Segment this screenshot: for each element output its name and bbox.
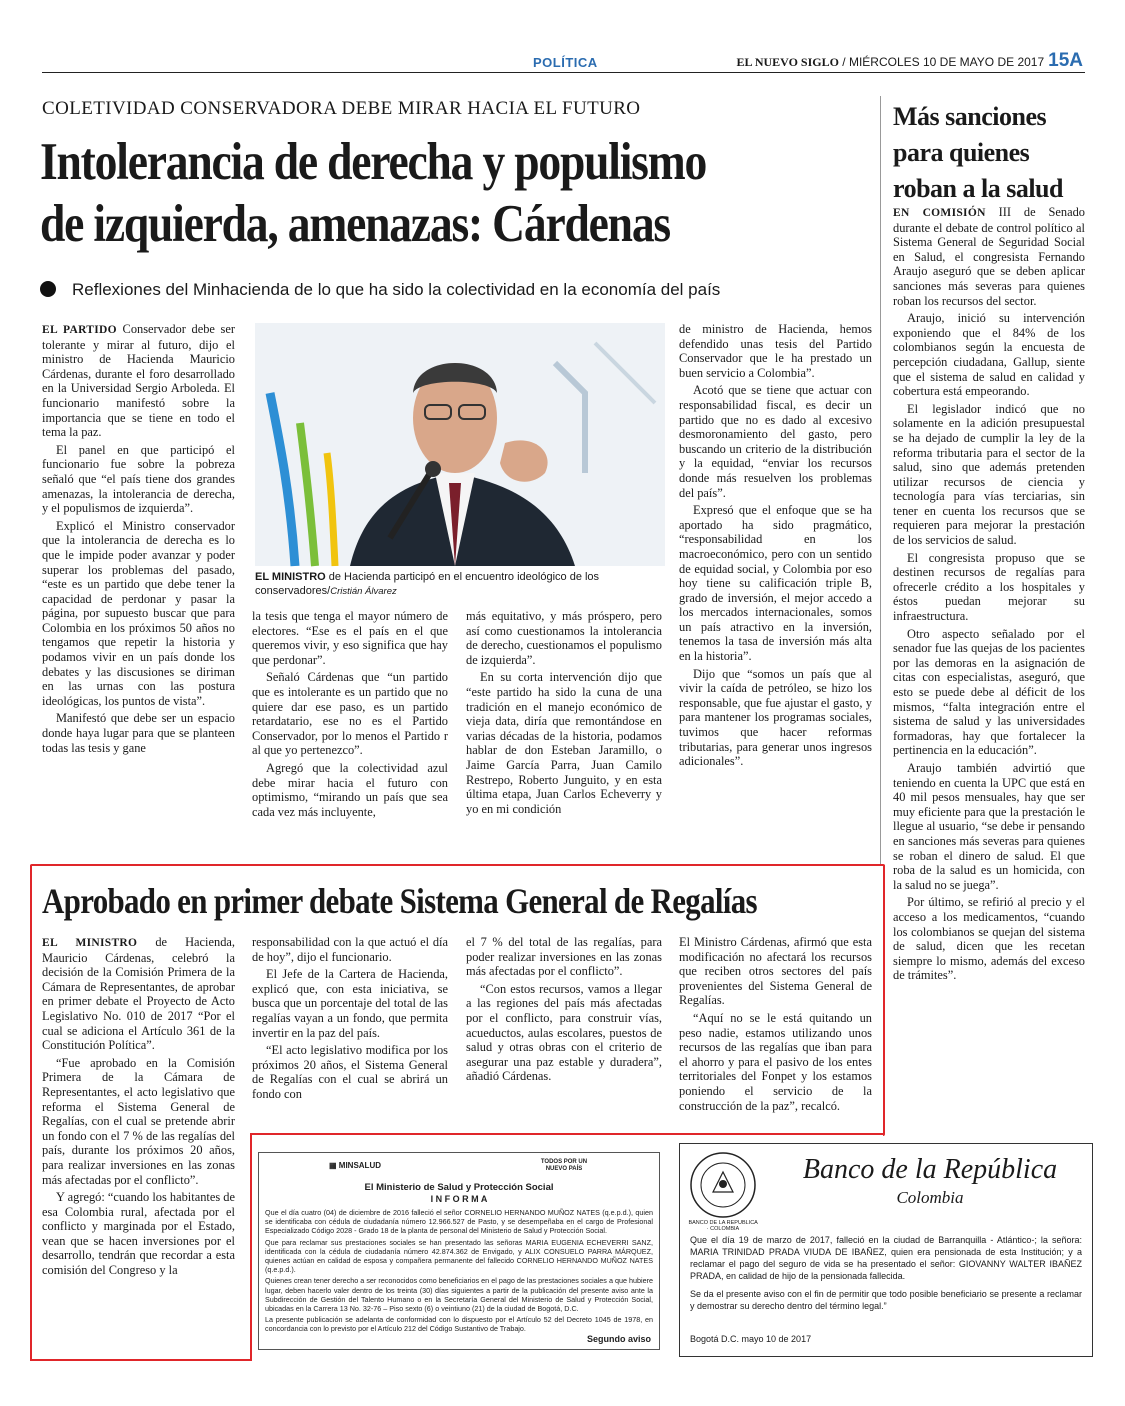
column-divider bbox=[880, 96, 881, 866]
main-headline: Intolerancia de derecha y populismo de izquierda, amenazas: Cárdenas bbox=[40, 133, 707, 253]
highlight-box-edge bbox=[250, 1133, 252, 1361]
paragraph: de ministro de Hacienda, hemos defendido unas tesis del Partido Conservador que le ha prestado un buen servicio a Colombia”. bbox=[679, 322, 872, 380]
paragraph: Que el día 19 de marzo de 2017, falleció en la ciudad de Barranquilla - Atlántico-; la señora: MARIA TRINIDAD PRADA VIUDA DE IBAÑEZ, quien era pensionada de esta Institución; y a reclamar el pago del seguro de vida se ha presentado el señor: GIOVANNY WALTER IBAÑEZ PRADA, en calidad de hijo de la pensionada fallecida. bbox=[690, 1235, 1082, 1281]
paragraph: Explicó el Ministro conservador que la intolerancia de derecha es lo que le impide poder avanzar y poder superar los problemas del pasado, “este es un partido que debe tener la capacidad de perdonar y pasar la página, por supuesto buscar que para Colombia en los próximos 50 años no tengamos que repetir la historia y podamos vivir en un país donde los debates y las discusiones se diriman en las urnas con las postura ideológicas, los puntos de vista”. bbox=[42, 518, 235, 708]
paragraph: Se da el presente aviso con el fin de permitir que todo posible beneficiario se presente a reclamar y demostrar su derecho dentro del término legal.” bbox=[690, 1289, 1082, 1311]
paragraph: III de Senado durante el debate de control político al Sistema General de Seguridad Social en Salud, el congresista Fernando Araujo aseguró que se deben aplicar sanciones más severas para quienes roban los recursos del sector. bbox=[893, 205, 1086, 308]
paragraph: “Con estos recursos, vamos a llegar a las regiones del país más afectadas por el conflicto, para construir vías, acueductos, aulas escolares, puestos de salud y otras obras con el criterio de asegurar una paz estable y duradera”, añadió Cárdenas. bbox=[466, 981, 662, 1084]
side-story-body bbox=[893, 205, 1085, 1130]
photo-credit: Cristián Álvarez bbox=[330, 586, 397, 597]
paragraph: En su corta intervención dijo que “este partido ha sido la cuna de una tradición en el manejo económico de vieja data, diría que remontándose en varias décadas de la historia, podamos hablar de don Esteban Jaramillo, o Jaime García Parra, Juan Camilo Restrepo, Roberto Junguito, y en esta última etapa, Juan Carlos Echeverry y yo en mi condición bbox=[466, 670, 662, 816]
paragraph: El Jefe de la Cartera de Hacienda, explicó que, con esta iniciativa, se busca que un porcentaje del total de las regalías vayan a un fondo, que permita invertir en la paz del país. bbox=[252, 967, 448, 1040]
paragraph: “Aquí no se le está quitando un peso nadie, estamos utilizando unos recursos de las regalías que iban para el ahorro y para el pasivo de los entes territoriales del Fonpet y los estamos poniendo el servicio de la construcción de la paz”, recalcó. bbox=[679, 1010, 872, 1113]
header-rule bbox=[42, 72, 1085, 73]
subhead bbox=[40, 280, 840, 300]
paragraph: Y agregó: “cuando los habitantes de esa Colombia rural, afectada por el conflicto y marginada por el Estado, vean que se hacen inversiones por el desarrollo, tendrán que recordar a esta comisión del Congreso y la bbox=[42, 1190, 235, 1278]
main-col-3 bbox=[466, 609, 662, 849]
paragraph: Dijo que “somos un país que al vivir la caída de petróleo, se hizo los responsable, que fue ajustar el gasto, y para mantener los programas sociales, tuvimos que hacer reformas tributarias, para generar unos ingresos adicionales”. bbox=[679, 666, 872, 769]
side-headline: Más sanciones para quienes roban a la salud bbox=[893, 102, 1063, 203]
paragraph: responsabilidad con la que actuó el día de hoy”, dijo el funcionario. bbox=[252, 935, 448, 964]
banco-footer: Bogotá D.C. mayo 10 de 2017 bbox=[690, 1334, 812, 1344]
paragraph: Otro aspecto señalado por el senador fue las quejas de los pacientes por las demoras en la asignación de citas con especialistas, aseguró, que esto se puede debe al déficit de los mismos, “falta integración entre el sistema de salud y las universidades formadoras, hay que fortalecer la pertinencia en la educación”. bbox=[893, 626, 1085, 758]
seal-caption: BANCO DE LA REPUBLICA · COLOMBIA bbox=[688, 1220, 758, 1232]
paragraph: la tesis que tenga el mayor número de electores. “Ese es el país en el que queremos vivir, y eso significa que hay que perdonar”. bbox=[252, 609, 448, 667]
paragraph: de Hacienda, Mauricio Cárdenas, celebró la decisión de la Comisión Primera de la Cámara de Representantes, de aprobar en primer debate el Proyecto de Acto Legislativo No. 010 de 2017 “Por el cual se adiciona el Artículo 361 de la Constitución Política”. bbox=[42, 935, 235, 1053]
highlight-box-edge bbox=[30, 1133, 32, 1361]
paragraph: Agregó que la colectividad azul debe mirar hacia el futuro con optimismo, “mirando un país que sea cada vez más incluyente, bbox=[252, 760, 448, 819]
paragraph: Araujo también advirtió que teniendo en cuenta la UPC que está en 40 mil pesos mensuales, hay que ser muy eficiente para que la prestación le llegue al usuario, “se debe ir pensando en sanciones más severas para quienes se roban el dinero de salud. El que roba de la salud es un homicida, con la salud no se juega”. bbox=[893, 760, 1085, 892]
notice-footer: Segundo aviso bbox=[586, 1333, 651, 1344]
paragraph: El panel en que participó el funcionario fue sobre la pobreza señaló que “el país tiene dos grandes amenazas, la intolerancia de derecha, y el populismos de izquierda”. bbox=[42, 442, 235, 516]
second-col-3 bbox=[466, 935, 662, 1130]
subhead-text: Reflexiones del Minhacienda de lo que ha sido la colectividad en la economía del país bbox=[72, 280, 721, 299]
paragraph: El legislador indicó que no solamente en la adición presupuestal se ha dejado de cumplir la ley de la reforma tributaria para el sector de la salud, sino que además pretenden utilizar recursos de ciencia y tecnología para vías terciarias, sin tener en cuenta los recursos que se requieren para mejorar la prestación de los servicios de salud. bbox=[893, 401, 1085, 548]
minister-photo bbox=[255, 323, 665, 566]
paragraph: El Ministro Cárdenas, afirmó que esta modificación no afectará los recursos que reciben otros sectores del país provenientes del Sistema General de Regalías. bbox=[679, 935, 872, 1008]
paragraph: El congresista propuso que se destinen recursos de regalías para ofrecerle crédito a los hospitales y éstos puedan mejorar su infraestructura. bbox=[893, 550, 1085, 624]
banco-notice bbox=[679, 1143, 1093, 1357]
second-col-4 bbox=[679, 935, 872, 1130]
bullet-icon bbox=[40, 281, 56, 297]
minsalud-logo: ▦ MINSALUD bbox=[329, 1161, 381, 1170]
notice-title: El Ministerio de Salud y Protección Social bbox=[364, 1182, 554, 1193]
paragraph: La presente publicación se adelanta de conformidad con lo dispuesto por el Artículo 52 del Decreto 1045 de 1978, en concordancia con lo previsto por el Artículo 212 del Código Sustantivo de Trabajo. bbox=[265, 1315, 653, 1334]
highlight-box-edge bbox=[30, 1359, 252, 1361]
paragraph: Araujo, inició su intervención exponiendo que el 84% de los colombianos según la encuesta de percepción ciudadana, Gallup, siente que el sistema de salud en calidad y cobertura está empeorando. bbox=[893, 311, 1085, 399]
caption-lead: EL MINISTRO bbox=[255, 571, 326, 583]
banco-seal-icon bbox=[688, 1150, 758, 1220]
paragraph: Conservador debe ser tolerante y mirar al futuro, dijo el ministro de Hacienda Mauricio Cárdenas, durante el foro desarrollado en la Universidad Sergio Arboleda. El funcionario manifestó sobre la importancia que se tiene en todo el tema la paz. bbox=[42, 322, 235, 440]
paragraph: “El acto legislativo modifica por los próximos 20 años, el Sistema General de Regalías con el cual se abrirá un fondo con bbox=[252, 1043, 448, 1101]
highlight-box-edge bbox=[250, 1133, 883, 1135]
paper-name: EL NUEVO SIGLO bbox=[736, 55, 839, 69]
lead-word: EL MINISTRO bbox=[42, 937, 138, 949]
paragraph: Manifestó que debe ser un espacio donde haya lugar para que se planteen todas las tesis y gane bbox=[42, 711, 235, 755]
paragraph: Que para reclamar sus prestaciones sociales se han presentado las señoras MARIA EUGENIA ECHEVERRI SANZ, identificada con la cédula de ciudadanía número 42.874.362 de Envigado, y ALIX CONSUELO PARRA MÁRQUEZ, quienes actúan en calidad de esposa y compañera permanente del fallecido CORNELIO HERNANDO MUÑOZ NATES (q.e.p.d.). bbox=[265, 1237, 653, 1275]
paragraph: “Fue aprobado en la Comisión Primera de la Cámara de Representantes, el acto legislativo que reforma el Sistema General de Regalías, con el cual se pretende abrir un fondo con el 7 % de las regalías del país, durante los próximos 20 años, para realizar inversiones en las zonas más afectadas por el conflicto”. bbox=[42, 1055, 235, 1187]
paragraph: Por último, se refirió al precio y el acceso a los medicamentos, “cuando los colombianos se quejan del sistema de salud, dicen que les recetan siempre lo mismo, además del exceso de trámites”. bbox=[893, 895, 1085, 983]
gobierno-logo: TODOS POR UN NUEVO PAÍS bbox=[540, 1159, 588, 1172]
second-col-2 bbox=[252, 935, 448, 1130]
paragraph: más equitativo, y más próspero, pero así como cuestionamos la intolerancia de derecho, cuestionamos el populismo de izquierda”. bbox=[466, 609, 662, 667]
paragraph: Que el día cuatro (04) de diciembre de 2016 falleció el señor CORNELIO HERNANDO MUÑOZ NATES (q.e.p.d.), quien se identificaba con cédula de ciudadanía número 12.966.527 de Pasto, y se desempeñaba en el cargo de Profesional Especializado Código 2028 - Grado 18 de la planta de personal del Ministerio de Salud y Protección Social. bbox=[265, 1208, 653, 1236]
paragraph: el 7 % del total de las regalías, para poder realizar inversiones en las zonas más afectadas por el conflicto”. bbox=[466, 935, 662, 979]
minsalud-notice bbox=[258, 1152, 660, 1350]
photo-caption bbox=[255, 570, 665, 599]
paragraph: Expresó que el enfoque que se ha aportado ha sido pragmático, “responsabilidad en los macroeconómico, pero con un sentido de equidad social, y Colombia por eso hoy tiene su calificación triple B, grado de inversión, el mejor accedo a los mercados internacionales, somos un país atractivo en la inversión, tenemos la tasa de inversión más alta en la historia”. bbox=[679, 503, 872, 664]
main-col-1 bbox=[42, 322, 235, 847]
banco-title: Banco de la República bbox=[802, 1154, 1058, 1185]
banco-body bbox=[690, 1234, 1082, 1312]
lead-word: EL PARTIDO bbox=[42, 324, 117, 336]
lead-word: EN COMISIÓN bbox=[893, 207, 986, 219]
notice-body bbox=[265, 1208, 653, 1334]
banco-subtitle: Colombia bbox=[896, 1188, 964, 1207]
caption-text: de Hacienda participó en el encuentro ideológico de los conservadores/ bbox=[255, 571, 600, 597]
second-headline: Aprobado en primer debate Sistema General de Regalías bbox=[42, 881, 757, 921]
kicker: COLETIVIDAD CONSERVADORA DEBE MIRAR HACIA EL FUTURO bbox=[42, 98, 641, 119]
main-col-2 bbox=[252, 609, 448, 849]
second-col-1 bbox=[42, 935, 235, 1355]
main-col-4 bbox=[679, 322, 872, 847]
paragraph: Señaló Cárdenas que “un partido que es intolerante es un partido que no quiere dar ese paso, es un partido retardatario, ese no es el Partido Conservador, por lo menos el Partido r al que yo pertenezco”. bbox=[252, 670, 448, 758]
paragraph: Quienes crean tener derecho a ser reconocidos como beneficiarios en el pago de las prestaciones sociales a que hubiere lugar, deben hacerlo valer dentro de los treinta (30) días siguientes a partir de la publicación del presente aviso ante la Subdirección de Gestión del Talento Humano o en la Secretaría General del Ministerio de Salud y Protección Social, ubicadas en la Carrera 13 No. 32-76 – Piso sexto (6) o veintiuno (21) de la ciudad de Bogotá, D.C. bbox=[265, 1276, 653, 1314]
page-number: 15A bbox=[1048, 50, 1083, 71]
issue-date: / MIÉRCOLES 10 DE MAYO DE 2017 bbox=[838, 55, 1045, 69]
masthead bbox=[736, 50, 1083, 72]
photo-illustration bbox=[255, 323, 665, 566]
notice-subtitle: I N F O R M A bbox=[430, 1194, 488, 1204]
section-label: POLÍTICA bbox=[533, 55, 598, 70]
paragraph: Acotó que se tiene que actuar con responsabilidad fiscal, es decir un partido que no es dado al excesivo desmoronamiento del gasto, pero buscando un criterio de la distribución y la equidad, “enviar los recursos donde más resuelven los problemas del país”. bbox=[679, 383, 872, 500]
